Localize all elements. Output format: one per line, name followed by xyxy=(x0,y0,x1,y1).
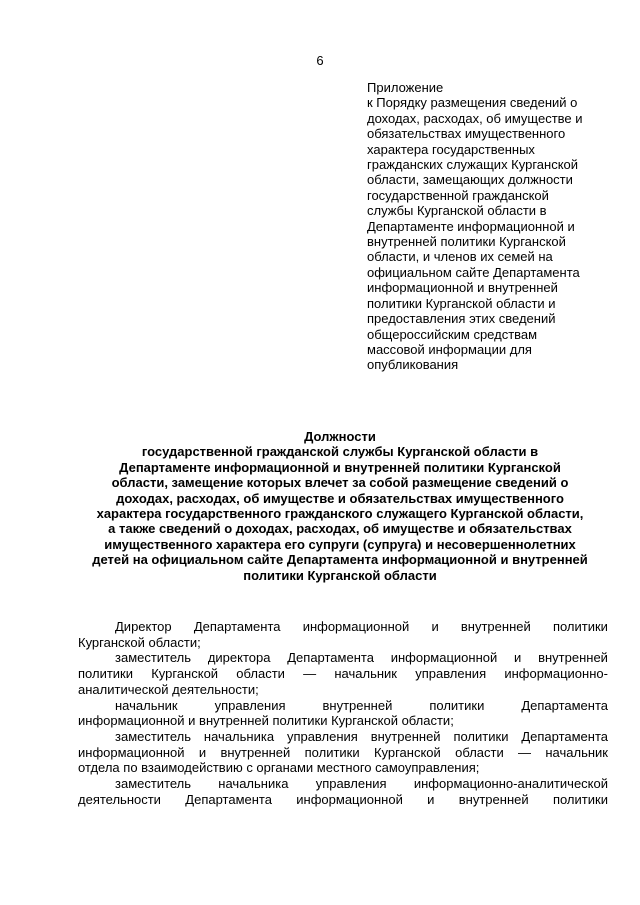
body-word: информационной xyxy=(390,650,498,666)
body-word: заместитель xyxy=(115,650,192,666)
body-word: Департамента xyxy=(185,791,272,807)
appendix-line: массовой информации для xyxy=(367,341,532,357)
title-line: области, замещение которых влечет за собой размещение сведений о xyxy=(111,475,569,491)
appendix-line: опубликования xyxy=(367,357,459,373)
body-word: политики xyxy=(429,697,485,713)
body-line xyxy=(78,776,608,792)
positions-list xyxy=(78,619,608,807)
appendix-line: официальном сайте Департамента xyxy=(367,264,580,280)
body-word: Департамента xyxy=(521,697,608,713)
body-line xyxy=(78,745,608,761)
body-line: аналитической деятельности; xyxy=(78,681,259,697)
appendix-line: службы Курганской области в xyxy=(367,203,547,219)
body-word: и xyxy=(427,791,435,807)
body-word: области xyxy=(236,666,285,682)
body-word: информационной xyxy=(296,791,403,807)
body-word: и xyxy=(431,619,439,634)
title-line: государственной гражданской службы Курганской области в xyxy=(141,444,539,460)
body-word: внутренней xyxy=(370,728,441,744)
body-word: политики xyxy=(552,619,608,634)
body-word: информационной xyxy=(78,744,185,760)
body-word: информационной xyxy=(302,619,410,634)
body-word: управления xyxy=(214,697,286,713)
title-line: доходах, расходах, об имуществе и обязательствах имущественного xyxy=(116,490,564,506)
body-line xyxy=(78,729,608,745)
body-word: Директор xyxy=(115,619,172,634)
appendix-line: политики Курганской области и xyxy=(367,295,556,311)
body-word: политики xyxy=(78,666,133,682)
body-line: Курганской области; xyxy=(78,634,201,650)
body-word: заместитель xyxy=(115,728,192,744)
body-word: управления xyxy=(315,776,387,792)
appendix-line: обязательствах имущественного xyxy=(367,126,566,142)
body-word: внутренней xyxy=(460,619,531,634)
appendix-line: внутренней политики Курганской xyxy=(367,234,566,250)
body-word: управления xyxy=(286,728,358,744)
appendix-line: информационной и внутренней xyxy=(367,280,558,296)
appendix-block xyxy=(367,80,612,373)
appendix-line: к Порядку размещения сведений о xyxy=(367,95,578,111)
title-line: Департаменте информационной и внутренней политики Курганской xyxy=(119,459,561,475)
appendix-heading: Приложение xyxy=(367,80,444,95)
body-word: — xyxy=(303,666,317,682)
body-word: Курганской xyxy=(151,666,219,682)
body-word: директора xyxy=(207,650,271,666)
title-line: характера государственного гражданского служащего Курганской области, xyxy=(96,506,584,522)
appendix-line: гражданских служащих Курганской xyxy=(367,157,579,173)
appendix-line: области, и членов их семей на xyxy=(367,249,553,265)
body-line xyxy=(78,619,608,635)
appendix-line: области, замещающих должности xyxy=(367,172,573,188)
body-word: начальника xyxy=(203,728,275,744)
body-word: начальника xyxy=(218,776,289,792)
body-line: информационной и внутренней политики Курганской области; xyxy=(78,713,454,729)
body-word: начальник xyxy=(334,666,397,682)
body-word: начальник xyxy=(545,744,608,760)
body-word: внутренней xyxy=(458,791,529,807)
body-word: внутренней xyxy=(220,744,291,760)
body-word: внутренней xyxy=(322,697,393,713)
body-line: отдела по взаимодействию с органами местного самоуправления; xyxy=(78,760,480,776)
body-word: информационно- xyxy=(504,666,608,682)
body-word: политики xyxy=(453,728,509,744)
title-line: имущественного характера его супруги (супруга) и несовершеннолетних xyxy=(104,536,576,552)
body-word: области xyxy=(455,744,504,760)
title-line: детей на официальном сайте Департамента информационной и внутренней xyxy=(92,552,588,568)
body-word: политики xyxy=(304,744,360,760)
body-word: управления xyxy=(415,666,487,682)
body-word: Курганской xyxy=(373,744,441,760)
body-word: деятельности xyxy=(78,791,161,807)
appendix-line: Департаменте информационной и xyxy=(367,218,575,234)
body-word: и xyxy=(198,744,207,760)
body-line xyxy=(78,650,608,666)
document-title xyxy=(70,429,610,583)
body-word: Департамента xyxy=(287,650,374,666)
appendix-line: общероссийским средствам xyxy=(367,326,538,342)
appendix-line: государственной гражданской xyxy=(367,187,549,203)
body-word: Департамента xyxy=(193,619,281,634)
body-word: начальник xyxy=(115,697,178,713)
body-line xyxy=(78,666,608,682)
page-number: 6 xyxy=(316,53,324,68)
body-word: Департамента xyxy=(521,728,608,744)
title-line: а также сведений о доходах, расходах, об имуществе и обязательствах xyxy=(108,521,572,537)
appendix-line: доходах, расходах, об имуществе и xyxy=(367,110,583,126)
title-line: политики Курганской области xyxy=(243,567,437,583)
body-word: внутренней xyxy=(538,650,608,666)
body-word: — xyxy=(518,744,532,760)
appendix-line: предоставления этих сведений xyxy=(367,311,556,327)
body-line xyxy=(78,792,608,808)
body-word: политики xyxy=(552,791,608,807)
body-line xyxy=(78,698,608,714)
body-word: заместитель xyxy=(115,776,192,792)
body-word: и xyxy=(514,650,522,666)
body-word: информационно-аналитической xyxy=(413,776,608,792)
title-line: Должности xyxy=(304,429,376,444)
appendix-line: характера государственных xyxy=(367,141,535,157)
